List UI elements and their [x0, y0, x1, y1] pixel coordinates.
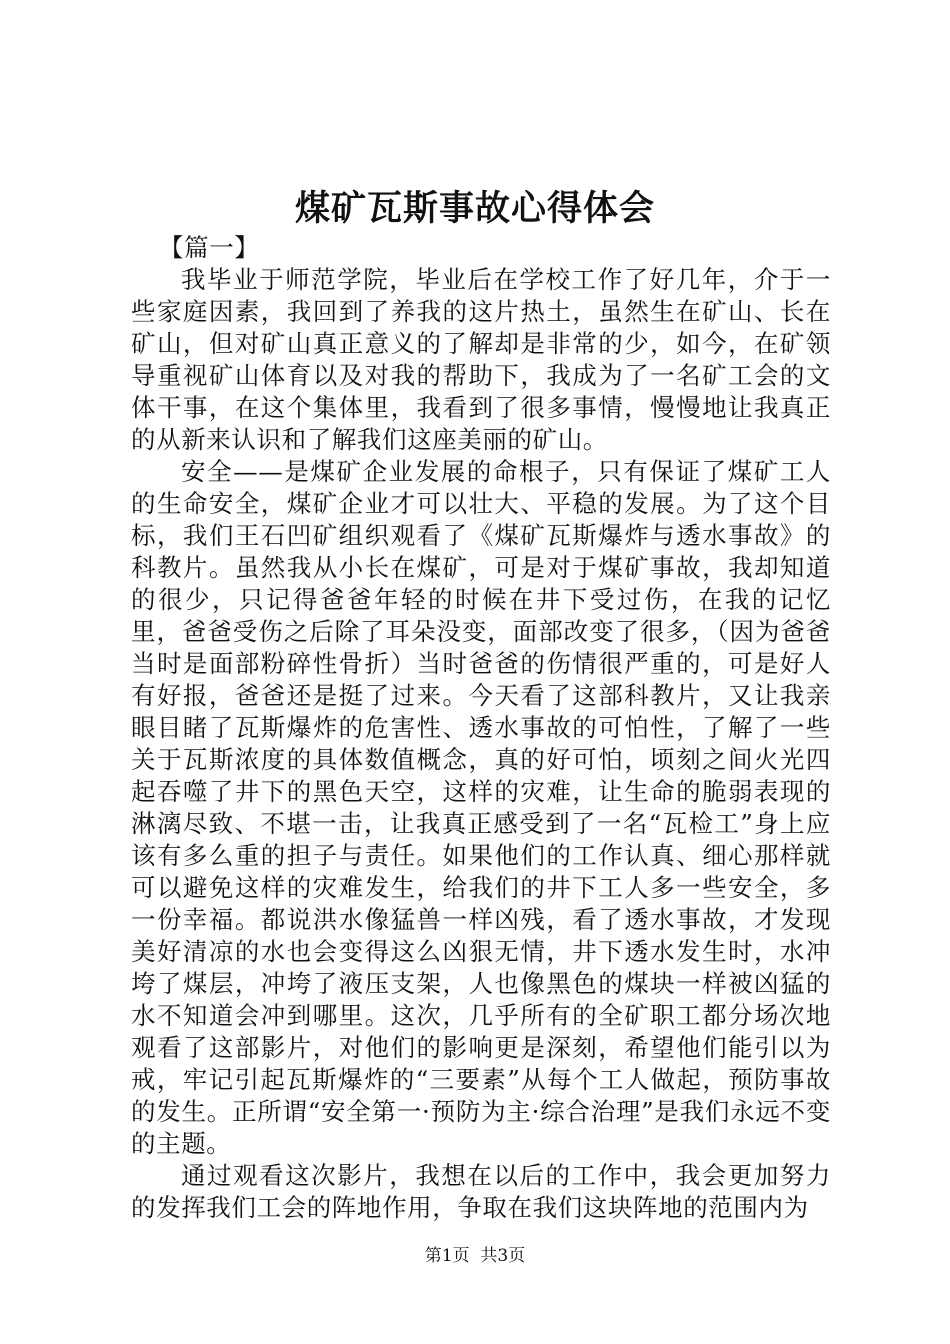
paragraph-3: 通过观看这次影片，我想在以后的工作中，我会更加努力的发挥我们工会的阵地作用，争取在我们这块阵地的范围内为	[131, 1161, 831, 1222]
paragraph-1: 我毕业于师范学院，毕业后在学校工作了好几年，介于一些家庭因素，我回到了养我的这片热土，虽然生在矿山、长在矿山，但对矿山真正意义的了解却是非常的少，如今，在矿领导重视矿山体育以及对我的帮助下，我成为了一名矿工会的文体干事，在这个集体里，我看到了很多事情，慢慢地让我真正的从新来认识和了解我们这座美丽的矿山。	[131, 265, 831, 454]
page-total: 共3页	[480, 1246, 526, 1266]
document-body	[131, 232, 831, 1224]
section-label: 【篇一】	[159, 233, 260, 262]
page-footer	[0, 1244, 950, 1268]
footer-separator	[470, 1246, 481, 1266]
page-number: 第1页	[424, 1246, 470, 1266]
paragraph-2: 安全——是煤矿企业发展的命根子，只有保证了煤矿工人的生命安全，煤矿企业才可以壮大、平稳的发展。为了这个目标，我们王石凹矿组织观看了《煤矿瓦斯爆炸与透水事故》的科教片。虽然我从小长在煤矿，可是对于煤矿事故，我却知道的很少，只记得爸爸年轻的时候在井下受过伤，在我的记忆里，爸爸受伤之后除了耳朵没变，面部改变了很多，（因为爸爸当时是面部粉碎性骨折）当时爸爸的伤情很严重的，可是好人有好报，爸爸还是挺了过来。今天看了这部科教片，又让我亲眼目睹了瓦斯爆炸的危害性、透水事故的可怕性，了解了一些关于瓦斯浓度的具体数值概念，真的好可怕，顷刻之间火光四起吞噬了井下的黑色天空，这样的灾难，让生命的脆弱表现的淋漓尽致、不堪一击，让我真正感受到了一名“瓦检工”身上应该有多么重的担子与责任。如果他们的工作认真、细心那样就可以避免这样的灾难发生，给我们的井下工人多一些安全，多一份幸福。都说洪水像猛兽一样凶残，看了透水事故，才发现美好清凉的水也会变得这么凶狠无情，井下透水发生时，水冲垮了煤层，冲垮了液压支架，人也像黑色的煤块一样被凶猛的水不知道会冲到哪里。这次，几乎所有的全矿职工都分场次地观看了这部影片，对他们的影响更是深刻，希望他们能引以为戒，牢记引起瓦斯爆炸的“三要素”从每个工人做起，预防事故的发生。正所谓“安全第一·预防为主·综合治理”是我们永远不变的主题。	[131, 457, 831, 1158]
document-title: 煤矿瓦斯事故心得体会	[294, 188, 655, 229]
